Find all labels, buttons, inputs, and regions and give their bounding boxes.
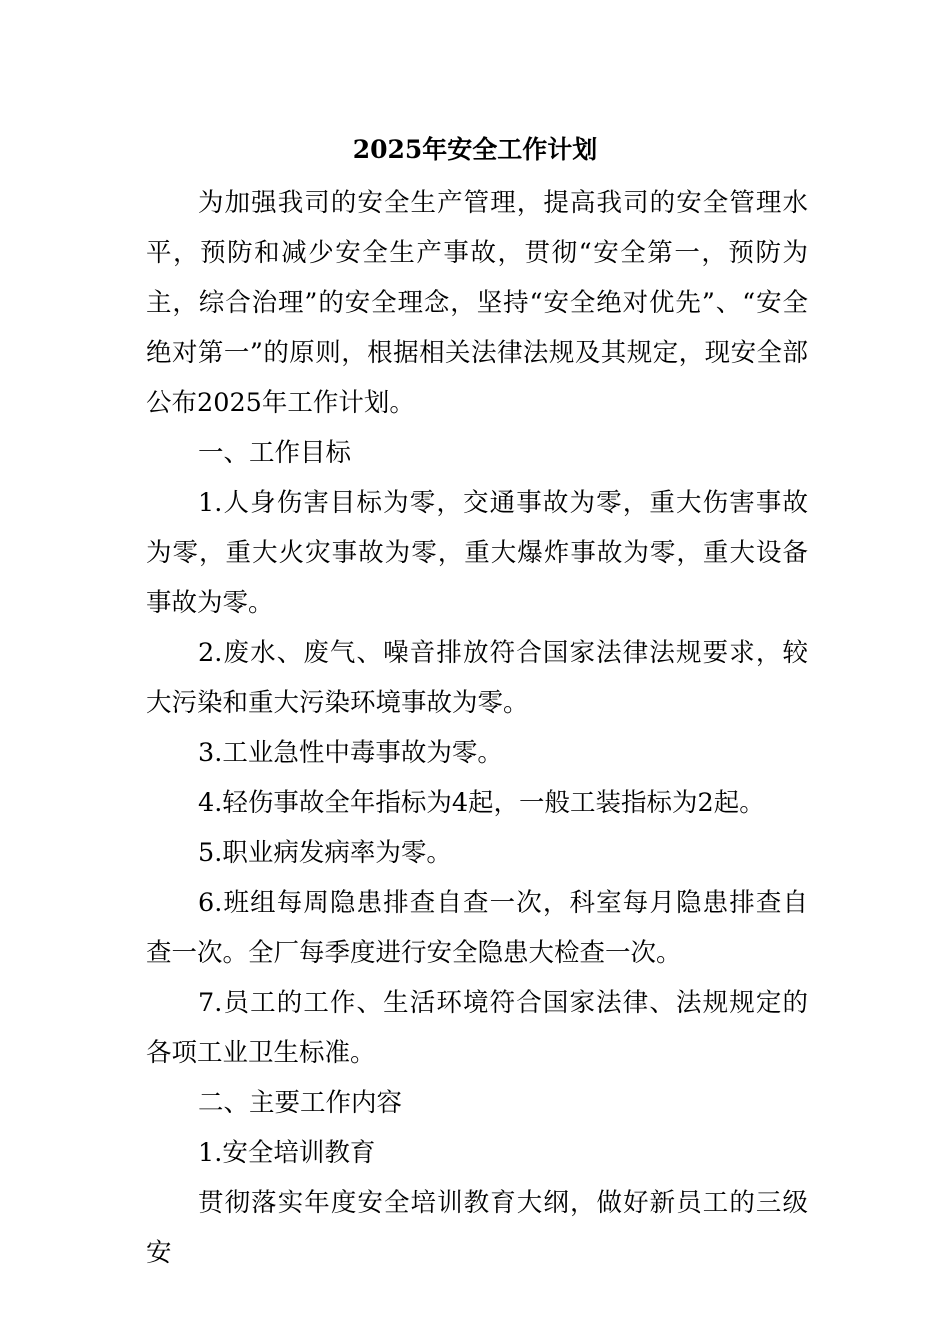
subsection-heading-training: 1.安全培训教育	[198, 1138, 376, 1168]
goal-item-7: 7.员工的工作、生活环境符合国家法律、法规规定的各项工业卫生标准。	[146, 988, 808, 1068]
goal-item-5: 5.职业病发病率为零。	[198, 838, 452, 868]
goal-item-1: 1.人身伤害目标为零，交通事故为零，重大伤害事故为零，重大火灾事故为零，重大爆炸事故为零，重大设备事故为零。	[146, 488, 808, 618]
goal-item-6: 6.班组每周隐患排查自查一次，科室每月隐患排查自查一次。全厂每季度进行安全隐患大检查一次。	[146, 888, 808, 968]
goal-item-3: 3.工业急性中毒事故为零。	[198, 738, 503, 768]
section-heading-main-work: 二、主要工作内容	[198, 1088, 403, 1118]
intro-paragraph: 为加强我司的安全生产管理，提高我司的安全管理水平，预防和减少安全生产事故，贯彻“安全第一，预防为主，综合治理”的安全理念，坚持“安全绝对优先”、“安全绝对第一”的原则，根据相关法律法规及其规定，现安全部公布2025年工作计划。	[146, 188, 808, 418]
document-body	[146, 178, 808, 1278]
training-paragraph: 贯彻落实年度安全培训教育大纲，做好新员工的三级安	[146, 1188, 808, 1268]
document-title: 2025年安全工作计划	[352, 135, 598, 164]
goal-item-2: 2.废水、废气、噪音排放符合国家法律法规要求，较大污染和重大污染环境事故为零。	[146, 638, 808, 718]
goal-item-4: 4.轻伤事故全年指标为4起，一般工装指标为2起。	[198, 788, 765, 818]
section-heading-goals: 一、工作目标	[198, 438, 352, 468]
